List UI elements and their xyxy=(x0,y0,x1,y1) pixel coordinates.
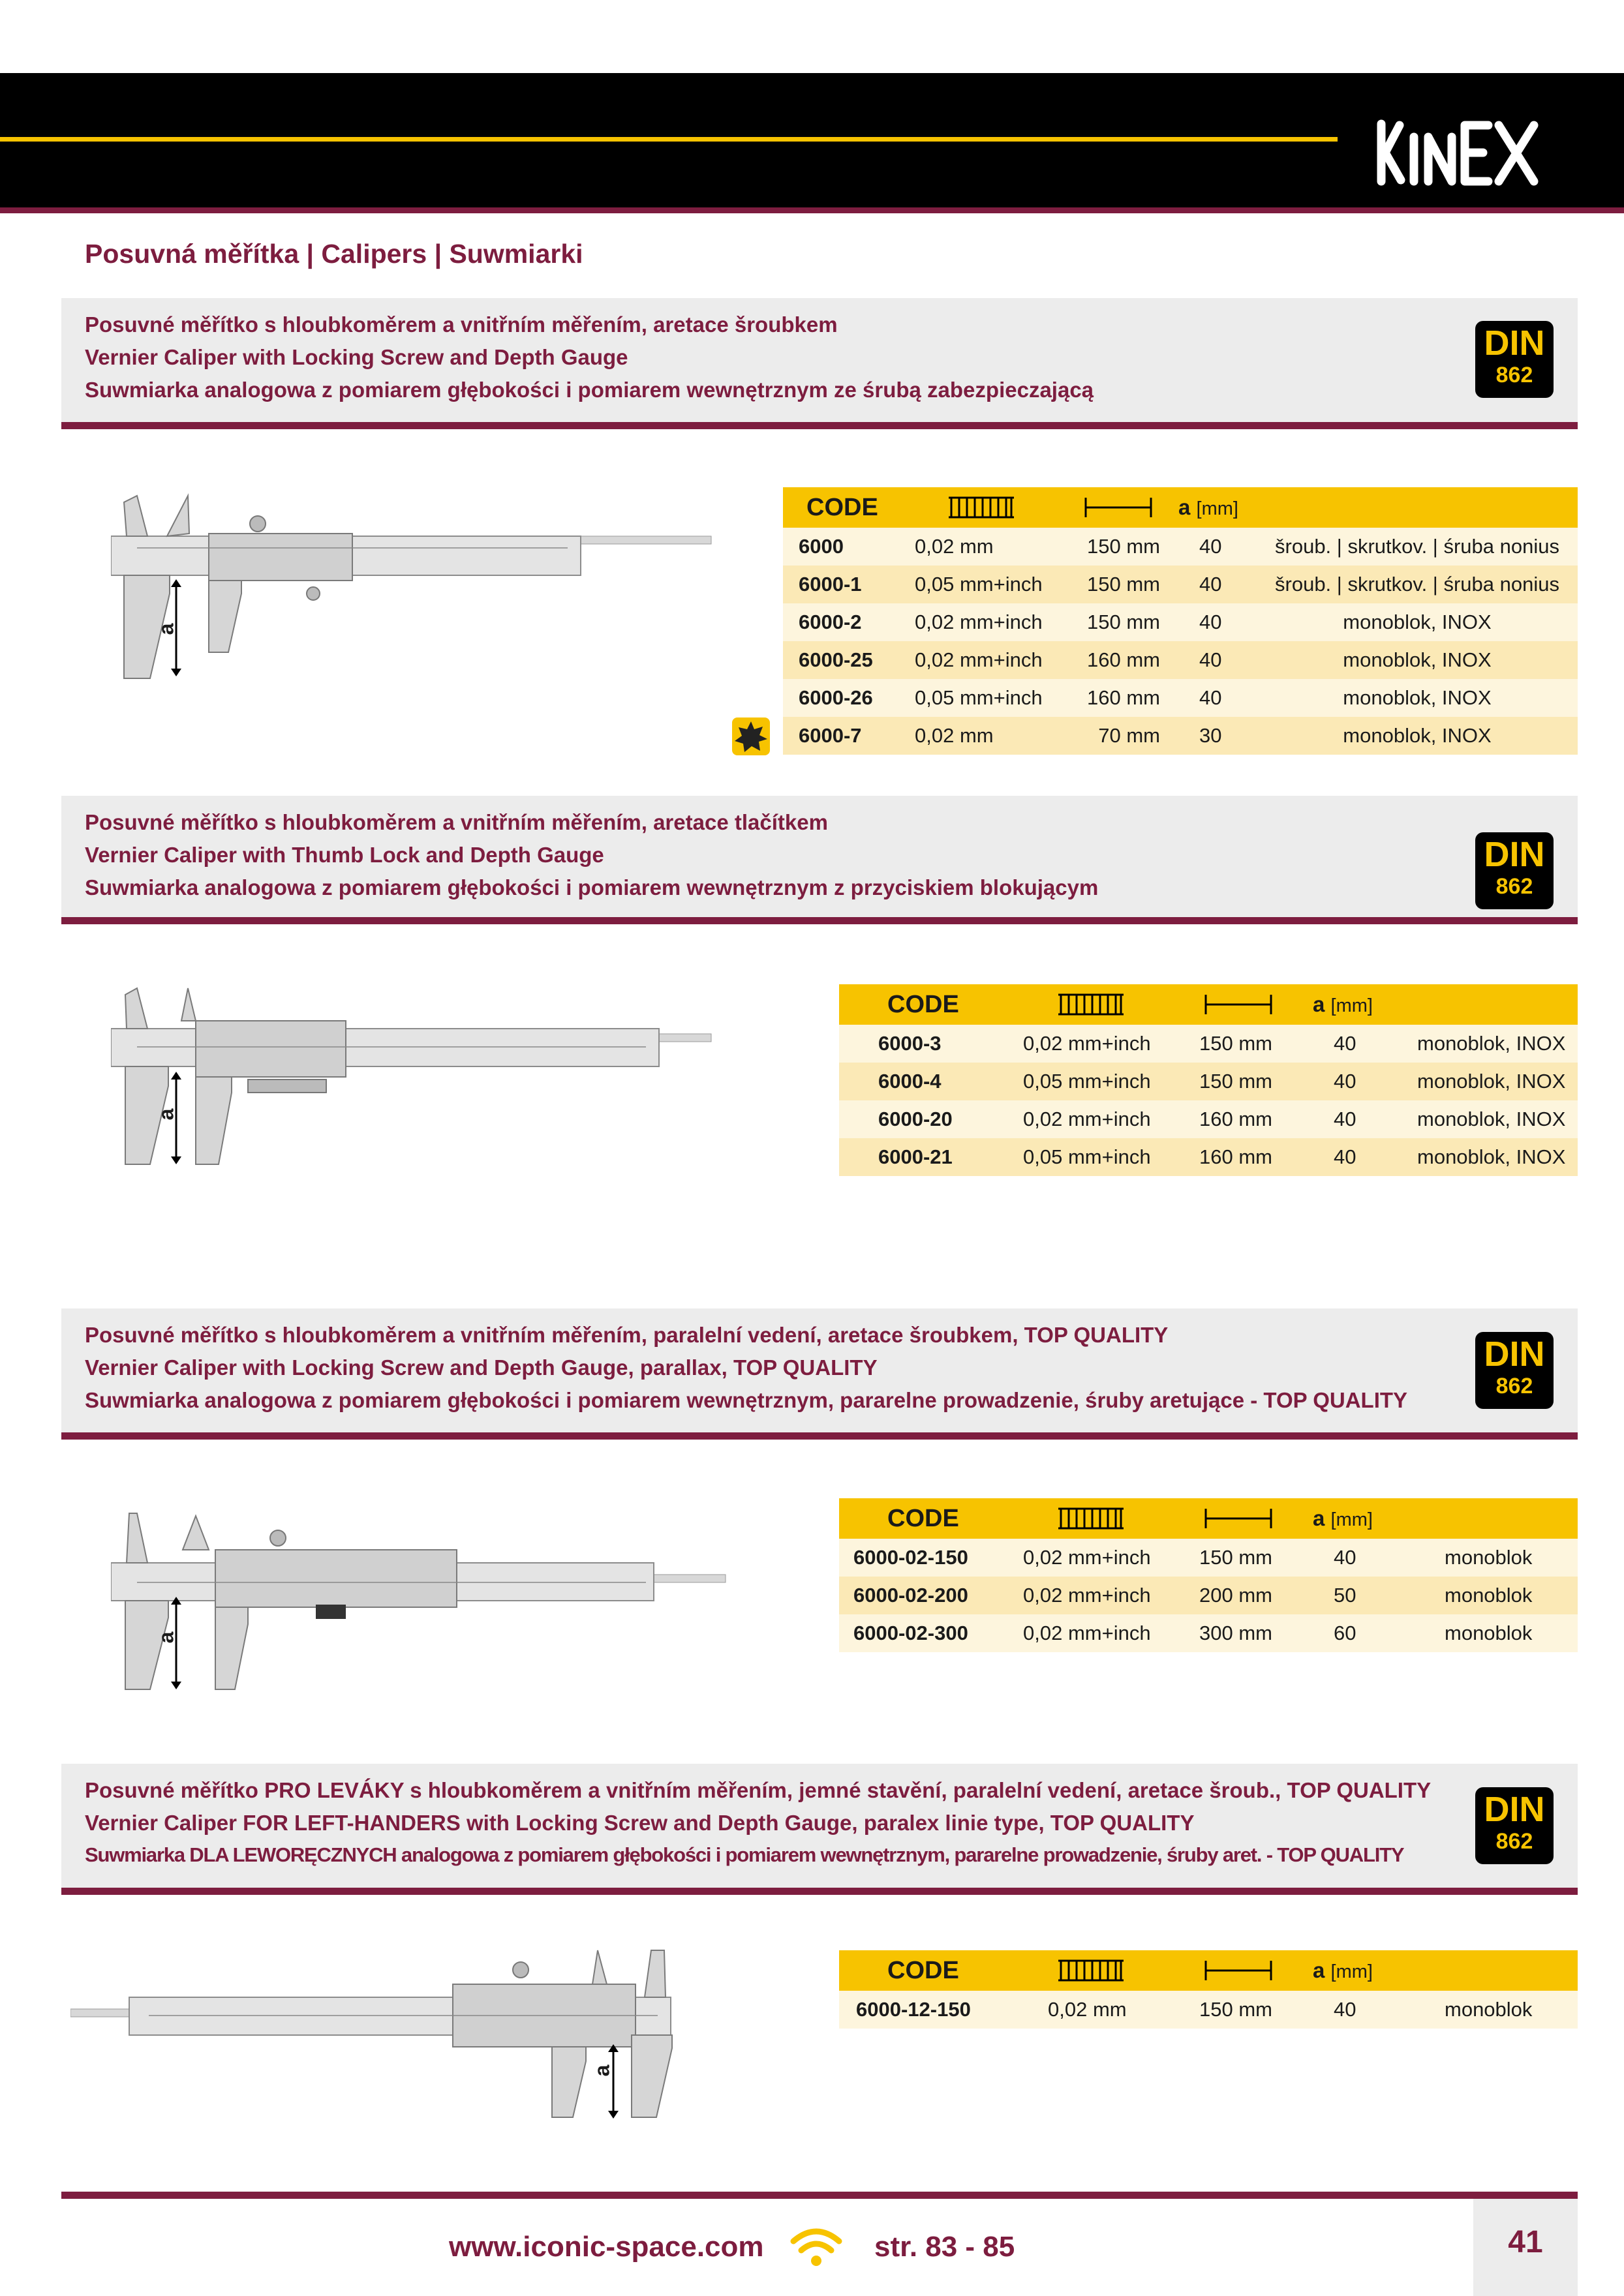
vernier-scale-icon xyxy=(1058,1958,1124,1983)
cell-a: 30 xyxy=(1199,724,1222,747)
table-row xyxy=(839,1100,1578,1138)
cell-length: 160 mm xyxy=(1087,648,1160,671)
section-title-pl: Suwmiarka analogowa z pomiarem głębokości i pomiarem wewnętrznym z przyciskiem blokującym xyxy=(85,875,1099,899)
cell-a: 40 xyxy=(1334,1070,1356,1093)
table-row xyxy=(783,717,1578,755)
section-title-cz: Posuvné měřítko s hloubkoměrem a vnitřním měřením, aretace tlačítkem xyxy=(85,810,828,834)
col-a-unit: [mm] xyxy=(1330,1509,1373,1530)
cell-a: 40 xyxy=(1199,686,1222,709)
cell-resolution: 0,02 mm+inch xyxy=(915,648,1043,671)
din-label: DIN xyxy=(1484,1335,1545,1374)
product-table xyxy=(783,487,1578,756)
product-table xyxy=(839,1950,1578,2029)
col-a-label: a xyxy=(1178,495,1191,519)
col-a-label: a xyxy=(1313,992,1325,1016)
section-title-en: Vernier Caliper FOR LEFT-HANDERS with Locking Screw and Depth Gauge, paralex linie type, TOP QUALITY xyxy=(85,1811,1195,1835)
section-title-en: Vernier Caliper with Locking Screw and Depth Gauge, parallax, TOP QUALITY xyxy=(85,1355,878,1380)
cell-a: 40 xyxy=(1334,1108,1356,1130)
cell-code: 6000-1 xyxy=(799,573,862,596)
cell-note: monoblok xyxy=(1445,1998,1533,2021)
cell-note: monoblok, INOX xyxy=(1343,611,1492,633)
cell-a: 40 xyxy=(1199,611,1222,633)
table-header xyxy=(839,984,1578,1025)
cell-resolution: 0,02 mm+inch xyxy=(1023,1546,1151,1569)
table-row xyxy=(783,679,1578,717)
cell-a: 40 xyxy=(1334,1546,1356,1569)
cell-resolution: 0,05 mm+inch xyxy=(1023,1070,1151,1093)
measuring-range-icon xyxy=(1204,1959,1272,1982)
cell-length: 150 mm xyxy=(1199,1998,1272,2021)
table-row xyxy=(839,1539,1578,1577)
caliper-image xyxy=(111,1507,731,1702)
cell-note: monoblok, INOX xyxy=(1417,1070,1566,1093)
din-label: DIN xyxy=(1484,1790,1545,1829)
table-row xyxy=(839,1614,1578,1652)
cell-a: 50 xyxy=(1334,1584,1356,1607)
col-code: CODE xyxy=(887,1505,959,1532)
cell-code: 6000-2 xyxy=(799,611,862,633)
cell-length: 160 mm xyxy=(1199,1145,1272,1168)
cell-note: monoblok, INOX xyxy=(1417,1032,1566,1055)
measuring-range-icon xyxy=(1084,496,1152,519)
cell-a: 40 xyxy=(1199,648,1222,671)
cell-code: 6000-4 xyxy=(878,1070,942,1093)
col-a xyxy=(1313,984,1373,1026)
col-a xyxy=(1178,487,1238,529)
table-row xyxy=(839,1991,1578,2029)
cell-length: 70 mm xyxy=(1098,724,1160,747)
din-862-badge xyxy=(1475,321,1554,398)
cell-note: monoblok xyxy=(1445,1622,1533,1644)
vernier-scale-icon xyxy=(1058,992,1124,1017)
section-header xyxy=(61,1308,1578,1440)
col-a xyxy=(1313,1498,1373,1540)
cell-a: 40 xyxy=(1199,573,1222,596)
cell-note: monoblok, INOX xyxy=(1417,1145,1566,1168)
cell-note: šroub. | skrutkov. | śruba nonius xyxy=(1275,573,1559,596)
din-label: DIN xyxy=(1484,324,1545,363)
cell-note: monoblok xyxy=(1445,1546,1533,1569)
caliper-image xyxy=(111,982,718,1177)
table-row xyxy=(839,1138,1578,1176)
cell-length: 150 mm xyxy=(1087,535,1160,558)
vernier-scale-icon xyxy=(949,495,1014,520)
col-code: CODE xyxy=(887,991,959,1018)
section-title-cz: Posuvné měřítko PRO LEVÁKY s hloubkoměrem a vnitřním měřením, jemné stavění, paralelní vedení, aretace šroub., TOP QUALITY xyxy=(85,1778,1432,1802)
cell-a: 40 xyxy=(1334,1032,1356,1055)
measuring-range-icon xyxy=(1204,993,1272,1016)
section-title-cz: Posuvné měřítko s hloubkoměrem a vnitřním měřením, paralelní vedení, aretace šroubkem, TOP QUALITY xyxy=(85,1323,1169,1347)
cell-length: 160 mm xyxy=(1199,1108,1272,1130)
cell-code: 6000-7 xyxy=(799,724,862,747)
table-header xyxy=(839,1950,1578,1991)
wifi-icon xyxy=(789,2226,843,2269)
caliper-image xyxy=(70,1944,677,2120)
cell-length: 150 mm xyxy=(1199,1070,1272,1093)
cell-length: 300 mm xyxy=(1199,1622,1272,1644)
cell-a: 40 xyxy=(1199,535,1222,558)
table-header xyxy=(783,487,1578,528)
cell-resolution: 0,02 mm+inch xyxy=(1023,1584,1151,1607)
cell-a: 40 xyxy=(1334,1998,1356,2021)
table-row xyxy=(783,641,1578,679)
cell-length: 150 mm xyxy=(1087,573,1160,596)
section-title-en: Vernier Caliper with Thumb Lock and Depth Gauge xyxy=(85,843,604,867)
col-code: CODE xyxy=(806,494,878,521)
dimension-label: a xyxy=(154,623,178,635)
section-title-pl: Suwmiarka DLA LEWORĘCZNYCH analogowa z pomiarem głębokości i pomiarem wewnętrznym, pararelne prowadzenie, śruby aret. - TOP QUALITY xyxy=(85,1843,1404,1866)
cell-resolution: 0,05 mm+inch xyxy=(1023,1145,1151,1168)
cell-length: 150 mm xyxy=(1087,611,1160,633)
table-row xyxy=(839,1025,1578,1063)
section-title-pl: Suwmiarka analogowa z pomiarem głębokości i pomiarem wewnętrznym, pararelne prowadzenie, śruby aretujące - TOP QUALITY xyxy=(85,1388,1408,1412)
cell-code: 6000-02-300 xyxy=(853,1622,968,1644)
din-number: 862 xyxy=(1495,1374,1533,1398)
product-table xyxy=(839,1498,1578,1652)
measuring-range-icon xyxy=(1204,1507,1272,1530)
table-row xyxy=(839,1063,1578,1100)
section-header xyxy=(61,1764,1578,1895)
cell-note: šroub. | skrutkov. | śruba nonius xyxy=(1275,535,1559,558)
section-title-en: Vernier Caliper with Locking Screw and Depth Gauge xyxy=(85,345,628,369)
cell-resolution: 0,02 mm xyxy=(915,724,994,747)
cell-note: monoblok, INOX xyxy=(1343,686,1492,709)
cell-resolution: 0,02 mm xyxy=(915,535,994,558)
col-a-unit: [mm] xyxy=(1330,1961,1373,1982)
cell-length: 150 mm xyxy=(1199,1546,1272,1569)
vernier-scale-icon xyxy=(1058,1506,1124,1531)
table-header xyxy=(839,1498,1578,1539)
top-rule xyxy=(0,207,1624,213)
new-star-icon xyxy=(732,718,770,755)
section-title-pl: Suwmiarka analogowa z pomiarem głębokości i pomiarem wewnętrznym ze śrubą zabezpieczającą xyxy=(85,378,1094,402)
cell-code: 6000-21 xyxy=(878,1145,953,1168)
section-header xyxy=(61,298,1578,429)
din-862-badge xyxy=(1475,1787,1554,1864)
cell-code: 6000-26 xyxy=(799,686,873,709)
page-title: Posuvná měřítka | Calipers | Suwmiarki xyxy=(85,239,583,269)
dimension-label: a xyxy=(590,2064,614,2077)
top-accent-line xyxy=(0,137,1338,142)
new-badge xyxy=(732,718,770,755)
cell-code: 6000-02-150 xyxy=(853,1546,968,1569)
cell-resolution: 0,02 mm xyxy=(1048,1998,1127,2021)
col-a-label: a xyxy=(1313,1506,1325,1530)
footer-rule xyxy=(61,2192,1578,2199)
cell-resolution: 0,02 mm+inch xyxy=(1023,1108,1151,1130)
page-number: 41 xyxy=(1508,2225,1543,2259)
cell-code: 6000-12-150 xyxy=(856,1998,971,2021)
cell-resolution: 0,05 mm+inch xyxy=(915,573,1043,596)
cell-length: 160 mm xyxy=(1087,686,1160,709)
table-row xyxy=(839,1577,1578,1614)
cell-a: 60 xyxy=(1334,1622,1356,1644)
cell-note: monoblok, INOX xyxy=(1343,724,1492,747)
cell-resolution: 0,02 mm+inch xyxy=(915,611,1043,633)
cell-code: 6000-3 xyxy=(878,1032,942,1055)
cell-code: 6000-25 xyxy=(799,648,873,671)
cell-code: 6000-02-200 xyxy=(853,1584,968,1607)
table-row xyxy=(783,528,1578,566)
cell-a: 40 xyxy=(1334,1145,1356,1168)
cell-length: 200 mm xyxy=(1199,1584,1272,1607)
din-number: 862 xyxy=(1495,1829,1533,1854)
cell-resolution: 0,05 mm+inch xyxy=(915,686,1043,709)
din-862-badge xyxy=(1475,832,1554,909)
section-title-cz: Posuvné měřítko s hloubkoměrem a vnitřním měřením, aretace šroubkem xyxy=(85,312,838,337)
cell-resolution: 0,02 mm+inch xyxy=(1023,1622,1151,1644)
cell-code: 6000 xyxy=(799,535,844,558)
dimension-label: a xyxy=(154,1631,178,1644)
cell-code: 6000-20 xyxy=(878,1108,953,1130)
col-a-unit: [mm] xyxy=(1330,995,1373,1016)
din-label: DIN xyxy=(1484,835,1545,874)
footer-url-link[interactable]: www.iconic-space.com xyxy=(449,2231,764,2263)
kinex-logo xyxy=(1373,111,1543,196)
cell-note: monoblok xyxy=(1445,1584,1533,1607)
col-a-unit: [mm] xyxy=(1196,498,1238,519)
col-code: CODE xyxy=(887,1957,959,1984)
col-a-label: a xyxy=(1313,1958,1325,1982)
cell-resolution: 0,02 mm+inch xyxy=(1023,1032,1151,1055)
dimension-label: a xyxy=(154,1108,178,1121)
table-row xyxy=(783,603,1578,641)
din-number: 862 xyxy=(1495,363,1533,387)
din-number: 862 xyxy=(1495,874,1533,899)
col-a xyxy=(1313,1950,1373,1992)
din-862-badge xyxy=(1475,1332,1554,1409)
product-table xyxy=(839,984,1578,1176)
table-row xyxy=(783,566,1578,603)
cell-note: monoblok, INOX xyxy=(1343,648,1492,671)
caliper-image xyxy=(111,489,718,685)
footer-page-reference: str. 83 - 85 xyxy=(874,2231,1015,2263)
cell-note: monoblok, INOX xyxy=(1417,1108,1566,1130)
section-header xyxy=(61,796,1578,924)
cell-length: 150 mm xyxy=(1199,1032,1272,1055)
